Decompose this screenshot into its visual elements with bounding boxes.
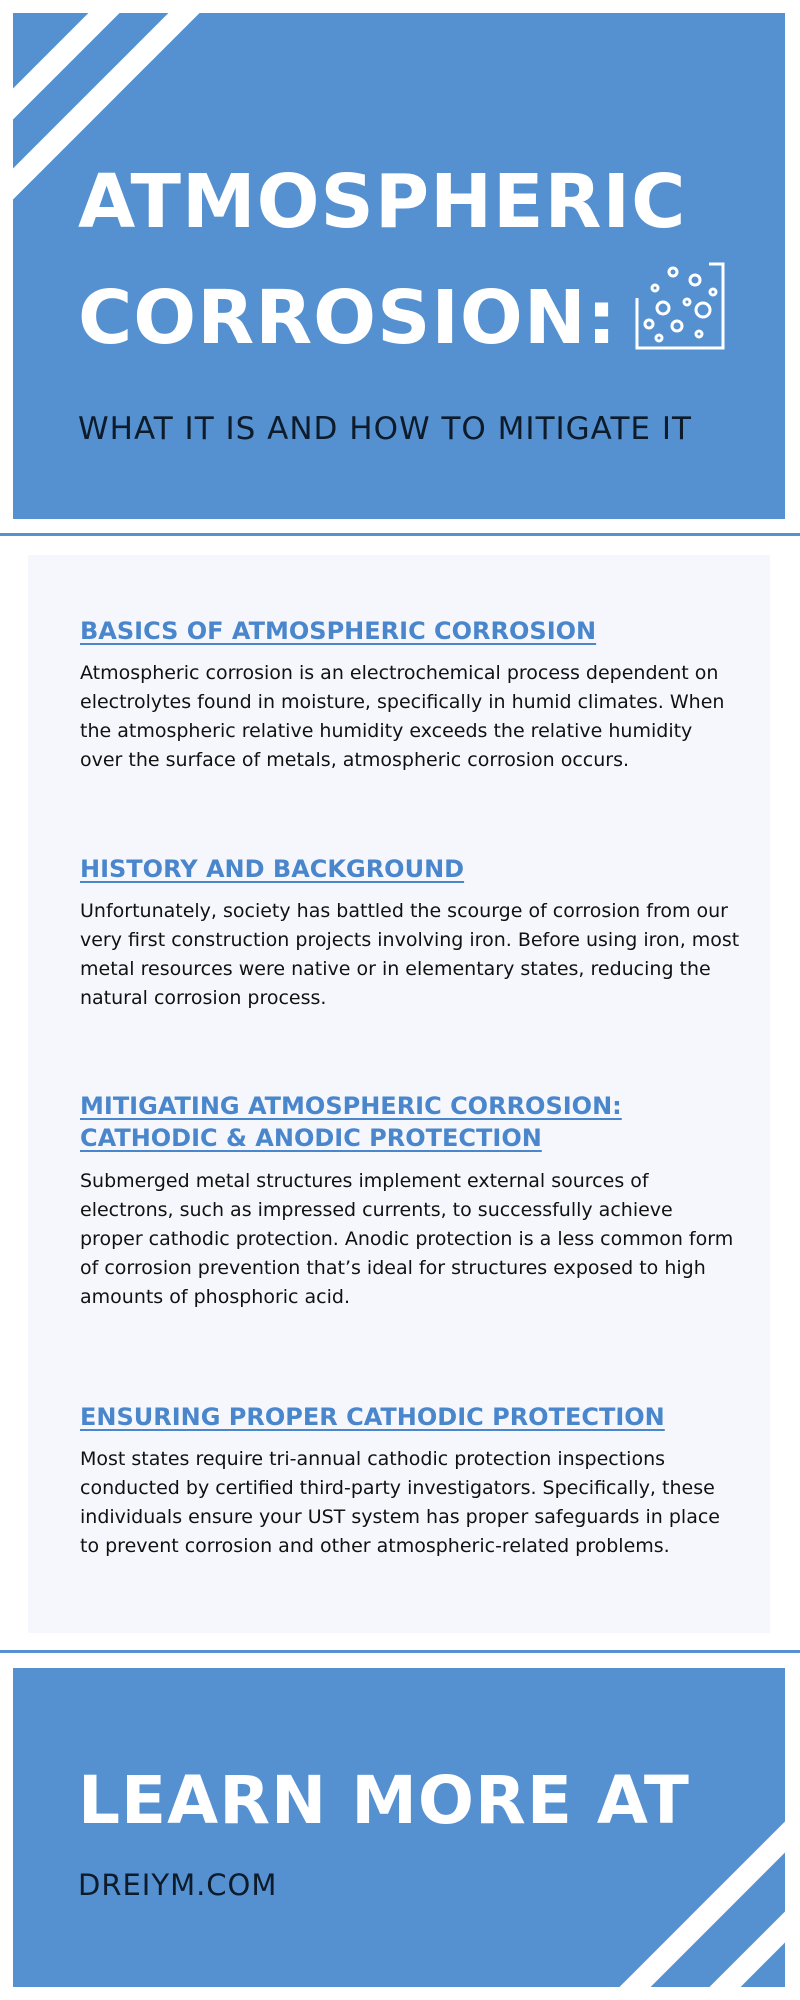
section-heading-line-2: CATHODIC & ANODIC PROTECTION bbox=[80, 1124, 542, 1153]
corrosion-bubbles-icon bbox=[633, 258, 729, 354]
content-panel bbox=[28, 555, 770, 1633]
section-heading: HISTORY AND BACKGROUND bbox=[80, 855, 465, 883]
header-banner bbox=[13, 13, 785, 519]
section-heading: ENSURING PROPER CATHODIC PROTECTION bbox=[80, 1403, 665, 1431]
section-body: Unfortunately, society has battled the scourge of corrosion from our very first construction projects involving iron. Before using iron, most metal resources were native or in elementary states, reducing the natural corrosion process. bbox=[80, 900, 740, 1010]
section-history bbox=[80, 853, 740, 1013]
section-heading: BASICS OF ATMOSPHERIC CORROSION bbox=[80, 617, 597, 645]
cta-heading: LEARN MORE AT bbox=[78, 1762, 690, 1839]
website-link[interactable]: DREIYM.COM bbox=[78, 1868, 278, 1902]
divider bbox=[0, 1650, 800, 1653]
section-body: Atmospheric corrosion is an electrochemical process dependent on electrolytes found in moisture, specifically in humid climates. When the atmospheric relative humidity exceeds the relative humidity over the surface of metals, atmospheric corrosion occurs. bbox=[80, 662, 725, 772]
page-subtitle: WHAT IT IS AND HOW TO MITIGATE IT bbox=[78, 411, 692, 447]
section-ensuring bbox=[80, 1401, 740, 1561]
page-title-line-2: CORROSION: bbox=[78, 275, 618, 361]
divider bbox=[0, 533, 800, 536]
section-body: Submerged metal structures implement external sources of electrons, such as impressed currents, to successfully achieve proper cathodic protection. Anodic protection is a less common form of corrosion prevention that’s ideal for structures exposed to high amounts of phosphoric acid. bbox=[80, 1169, 734, 1308]
section-heading-line-1: MITIGATING ATMOSPHERIC CORROSION: bbox=[80, 1092, 622, 1120]
page-title-line-1: ATMOSPHERIC bbox=[78, 159, 687, 245]
section-basics bbox=[80, 615, 740, 775]
footer-banner bbox=[13, 1668, 785, 1987]
section-mitigating bbox=[80, 1090, 740, 1312]
section-heading bbox=[80, 1090, 740, 1155]
section-body: Most states require tri-annual cathodic protection inspections conducted by certified third-party investigators. Specifically, these individuals ensure your UST system has proper safeguards in place to prevent corrosion and other atmospheric-related problems. bbox=[80, 1448, 720, 1558]
